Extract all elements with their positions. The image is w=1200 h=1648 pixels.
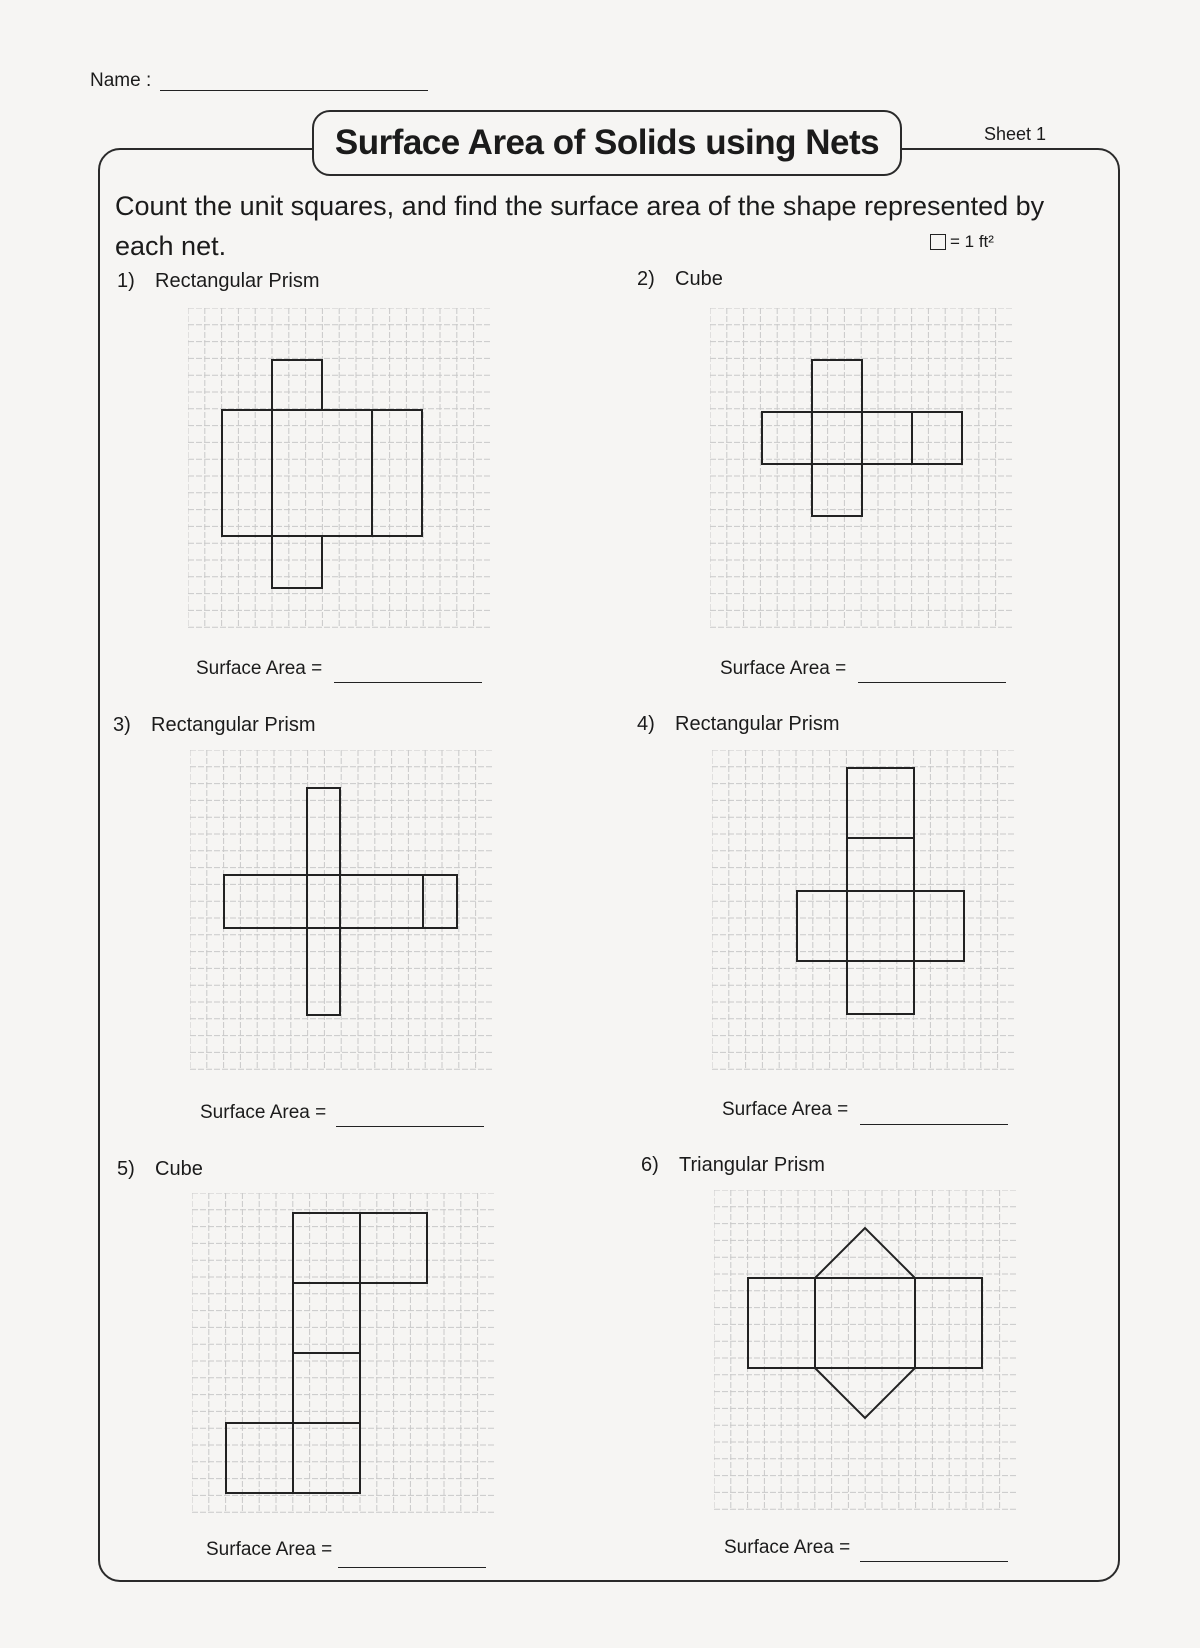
answer-label-4: Surface Area = [722,1099,849,1120]
problem-1-label [117,270,320,293]
problem-1-grid [188,308,490,628]
name-label: Name : [90,70,152,91]
problem-number: 4) [637,713,655,735]
sheet-number: Sheet 1 [980,124,1050,145]
answer-line-6[interactable] [860,1561,1008,1562]
answer-line-1[interactable] [334,682,482,683]
problem-5-label [117,1158,203,1181]
problem-3-grid [190,750,492,1070]
problem-6-grid [714,1190,1016,1510]
problem-shape: Rectangular Prism [151,714,316,736]
answer-line-2[interactable] [858,682,1006,683]
problem-5-grid [192,1193,494,1513]
problem-2-label [637,268,723,291]
problem-shape: Rectangular Prism [155,270,320,292]
problem-4-grid [712,750,1014,1070]
answer-line-5[interactable] [338,1567,486,1568]
answer-label-6: Surface Area = [724,1537,851,1558]
answer-label-5: Surface Area = [206,1539,333,1560]
problem-2-grid [710,308,1012,628]
answer-line-3[interactable] [336,1126,484,1127]
problem-4-label [637,713,840,736]
unit-key-text: = 1 ft² [950,232,994,251]
instructions: Count the unit squares, and find the surface area of the shape represented by each net. [115,191,1045,261]
unit-square-icon [930,234,946,250]
worksheet-title: Surface Area of Solids using Nets [312,110,902,176]
problem-shape: Cube [675,268,723,290]
name-field[interactable] [160,90,428,91]
answer-label-2: Surface Area = [720,658,847,679]
problem-3-label [113,714,316,737]
problem-shape: Cube [155,1158,203,1180]
problem-number: 6) [641,1154,659,1176]
problem-shape: Rectangular Prism [675,713,840,735]
answer-label-3: Surface Area = [200,1102,327,1123]
problem-number: 5) [117,1158,135,1180]
problem-number: 2) [637,268,655,290]
problem-number: 1) [117,270,135,292]
problem-number: 3) [113,714,131,736]
problem-shape: Triangular Prism [679,1154,825,1176]
answer-line-4[interactable] [860,1124,1008,1125]
problem-6-label [641,1154,825,1177]
answer-label-1: Surface Area = [196,658,323,679]
unit-key [930,232,994,252]
